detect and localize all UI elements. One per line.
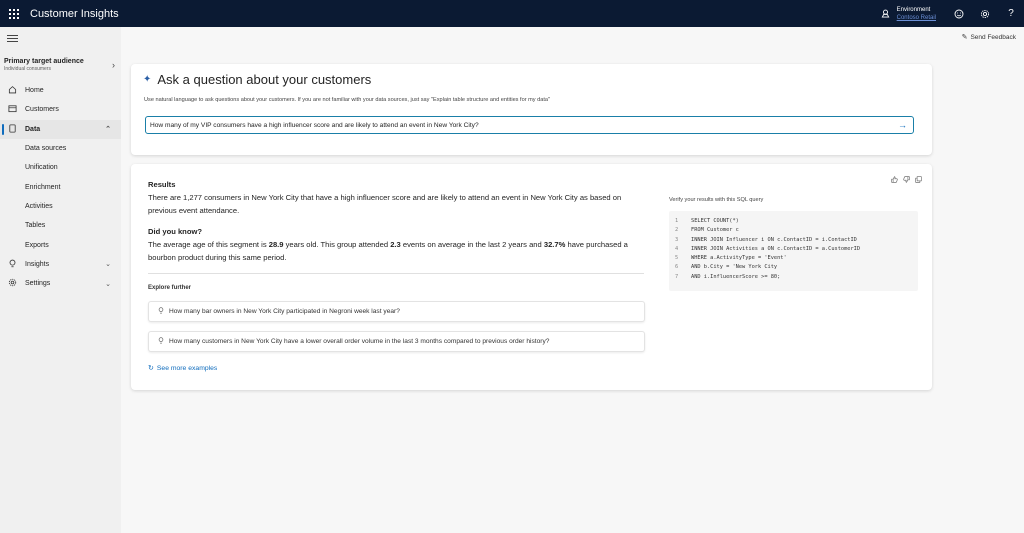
feedback-icon: ✎: [961, 34, 968, 41]
sidebar-item-label: Tables: [25, 222, 46, 230]
sidebar-item-settings[interactable]: [0, 274, 121, 293]
dyk-text-part: The average age of this segment is: [148, 240, 269, 249]
data-icon: [7, 124, 17, 135]
sidebar-item-data[interactable]: [0, 120, 121, 139]
ask-title: Ask a question about your customers: [157, 72, 372, 87]
audience-title: Primary target audience: [4, 58, 84, 65]
nav-list: [0, 81, 121, 293]
sidebar-item-label: Home: [25, 87, 44, 95]
send-feedback-label: Send Feedback: [970, 33, 1016, 41]
ask-question-card: [131, 64, 932, 155]
suggestion-label: How many customers in New York City have a lower overall order volume in the last 3 months compared to previous order history?: [169, 338, 550, 345]
sidebar-item-label: Activities: [25, 202, 53, 210]
sql-line: [675, 237, 912, 246]
sql-line-number: 1: [675, 218, 679, 224]
lightbulb-icon: [158, 337, 164, 346]
sql-line-text: AND b.City = 'New York City: [691, 264, 778, 271]
sidebar-item-data-sources[interactable]: [0, 139, 121, 158]
sidebar: [0, 27, 121, 533]
sidebar-item-label: Customers: [25, 106, 59, 114]
sidebar-item-enrichment[interactable]: [0, 177, 121, 196]
sidebar-item-tables[interactable]: [0, 216, 121, 235]
sql-line-text: INNER JOIN Activities a ON c.ContactID = a.CustomerID: [691, 245, 861, 252]
sql-line-number: 3: [675, 236, 679, 243]
sidebar-item-label: Exports: [25, 241, 49, 249]
chevron-down-icon[interactable]: ⌄: [105, 280, 111, 288]
sidebar-item-label: Enrichment: [25, 183, 61, 191]
lightbulb-icon: [7, 259, 17, 270]
sql-line-number: 4: [675, 245, 679, 252]
divider: [148, 273, 644, 274]
dyk-text-part: events on average in the last 2 years and: [400, 240, 544, 249]
sql-line-text: SELECT COUNT(*): [691, 218, 739, 224]
sidebar-item-label: Unification: [25, 164, 58, 172]
sql-code-block[interactable]: [669, 211, 918, 291]
bourbon-percent-value: 32.7%: [543, 240, 566, 249]
refresh-icon: ↻: [148, 365, 154, 372]
environment-value[interactable]: Contoso Retail: [896, 14, 936, 21]
question-input-box[interactable]: [145, 116, 914, 134]
audience-subtitle: Individual consumers: [4, 66, 51, 72]
settings-icon[interactable]: [972, 0, 998, 27]
sql-line: [675, 227, 912, 236]
thumbs-down-icon[interactable]: [903, 176, 910, 185]
settings-icon: [7, 278, 17, 289]
chevron-down-icon[interactable]: ⌄: [105, 261, 111, 269]
waffle-icon[interactable]: [0, 0, 28, 27]
chevron-right-icon: ›: [112, 60, 115, 70]
explore-further-heading: Explore further: [148, 285, 192, 291]
sidebar-item-exports[interactable]: [0, 235, 121, 254]
arrow-right-icon[interactable]: →: [898, 120, 907, 130]
sidebar-item-label: Data: [25, 125, 41, 133]
results-text: There are 1,277 consumers in New York City that have a high influencer score and are likely to attend an event in New York City as based on previous event attendance.: [148, 193, 622, 215]
smiley-icon[interactable]: [946, 0, 972, 27]
sidebar-item-unification[interactable]: [0, 158, 121, 177]
top-bar: [0, 0, 1024, 27]
see-more-label: See more examples: [156, 364, 218, 372]
sidebar-item-activities[interactable]: [0, 197, 121, 216]
average-age-value: 28.9: [268, 240, 284, 249]
dyk-text-part: have purchased a bourbon product during this same period.: [148, 240, 628, 262]
sql-line: [675, 246, 912, 255]
sidebar-item-label: Settings: [25, 280, 51, 288]
sidebar-item-insights[interactable]: [0, 255, 121, 274]
sidebar-item-label: Insights: [25, 260, 50, 268]
did-you-know-heading: Did you know?: [148, 227, 202, 236]
suggestion-item[interactable]: [148, 331, 645, 352]
audience-selector[interactable]: [0, 49, 121, 75]
sidebar-item-label: Data sources: [25, 145, 67, 153]
sql-line: [675, 274, 912, 283]
customers-icon: [7, 104, 17, 115]
send-feedback-button[interactable]: [962, 33, 1016, 41]
environment-picker[interactable]: [879, 6, 936, 22]
results-card: [131, 164, 932, 390]
home-icon: [7, 85, 17, 96]
sidebar-item-customers[interactable]: [0, 100, 121, 119]
average-events-value: 2.3: [390, 240, 401, 249]
see-more-examples-link[interactable]: [148, 364, 217, 372]
sidebar-item-home[interactable]: [0, 81, 121, 100]
sql-line-text: AND i.InfluencerScore >= 80;: [691, 273, 781, 280]
sql-line-number: 2: [675, 227, 679, 234]
sql-line-number: 6: [675, 264, 679, 271]
lightbulb-icon: [158, 307, 164, 316]
environment-label: Environment: [896, 6, 931, 13]
ask-description: Use natural language to ask questions about your customers. If you are not familiar with your data sources, just say "Explain table structure and entities for my data": [144, 97, 550, 103]
suggestion-label: How many bar owners in New York City participated in Negroni week last year?: [169, 308, 400, 315]
question-input[interactable]: [150, 122, 890, 129]
sql-line-text: INNER JOIN Influencer i ON c.ContactID = i.ContactID: [691, 236, 857, 243]
did-you-know-text: [148, 238, 643, 264]
environment-icon: [879, 7, 893, 21]
hamburger-menu-icon[interactable]: [0, 27, 121, 49]
sql-line: [675, 255, 912, 264]
sparkle-icon: ✦: [143, 74, 152, 85]
chevron-up-icon[interactable]: ⌃: [105, 126, 111, 134]
verify-sql-label: Verify your results with this SQL query: [669, 197, 764, 203]
help-icon[interactable]: ?: [1008, 8, 1014, 19]
sql-line: [675, 218, 912, 227]
sql-line-number: 7: [675, 273, 679, 280]
sql-line: [675, 264, 912, 273]
sql-line-text: FROM Customer c: [691, 227, 739, 234]
thumbs-up-icon[interactable]: [891, 176, 898, 185]
sql-line-number: 5: [675, 255, 679, 262]
results-heading: Results: [148, 180, 176, 189]
suggestion-item[interactable]: [148, 301, 645, 322]
copy-icon[interactable]: [915, 176, 922, 185]
result-feedback-icons: [891, 176, 922, 185]
sql-line-text: WHERE a.ActivityType = 'Event': [691, 255, 787, 262]
app-title: Customer Insights: [30, 7, 119, 20]
dyk-text-part: years old. This group attended: [283, 240, 391, 249]
